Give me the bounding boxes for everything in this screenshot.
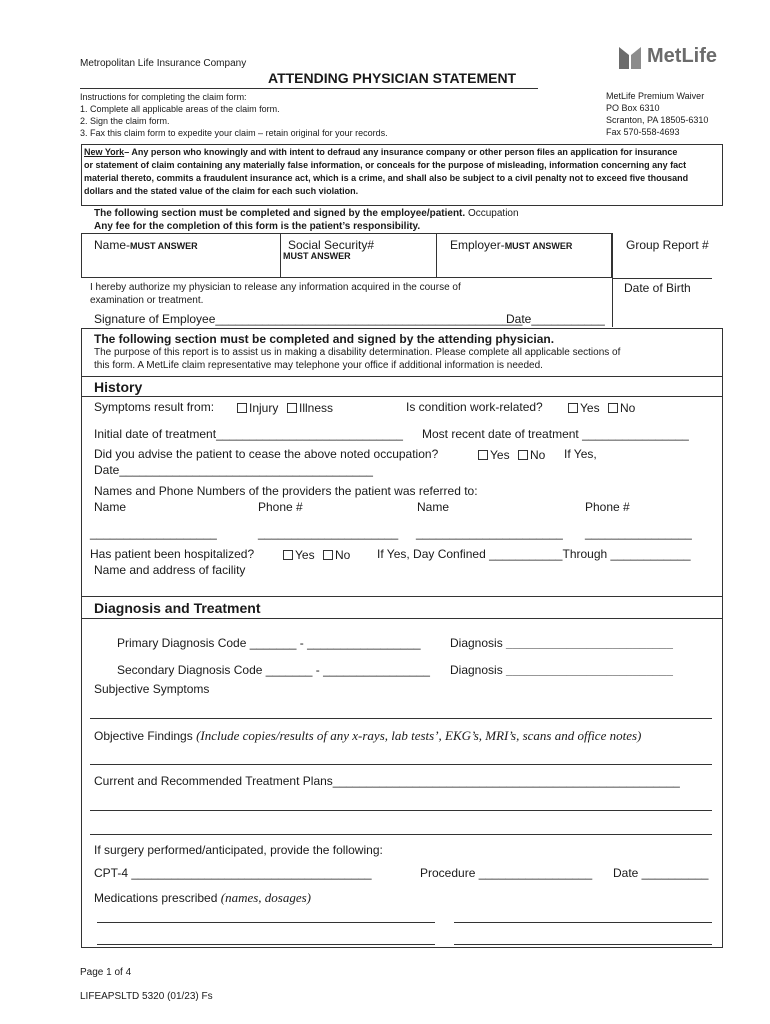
- treatment-plans-line[interactable]: [90, 834, 712, 835]
- instruction-item: 2. Sign the claim form.: [80, 116, 170, 126]
- surgery-date-field[interactable]: Date __________: [613, 866, 709, 880]
- fee-note: Any fee for the completion of this form is the patient’s responsibility.: [94, 221, 421, 232]
- address-line: Fax 570-558-4693: [606, 127, 680, 137]
- address-line: Scranton, PA 18505-6310: [606, 115, 709, 125]
- cease-occupation-question: Did you advise the patient to cease the above noted occupation?: [94, 447, 439, 461]
- secondary-diagnosis-field[interactable]: Diagnosis _________________________: [450, 663, 673, 677]
- address-line: MetLife Premium Waiver: [606, 91, 705, 101]
- diagnosis-title: Diagnosis and Treatment: [94, 600, 261, 616]
- authorize-text: I hereby authorize my physician to release any information acquired in the course of: [90, 282, 461, 293]
- referred-providers-label: Names and Phone Numbers of the providers the patient was referred to:: [94, 484, 478, 498]
- objective-findings-line[interactable]: [90, 764, 712, 765]
- symptoms-label: Symptoms result from:: [94, 400, 215, 414]
- fraud-notice-line: or statement of claim containing any materially false information, or conceals for the purpose of misleading, information concerning any fact: [84, 160, 687, 170]
- medications-line[interactable]: [454, 922, 712, 923]
- hospitalized-question: Has patient been hospitalized?: [90, 547, 255, 561]
- fraud-notice-line: material thereto, commits a fraudulent insurance act, which is a crime, and shall also be subject to a civil penalty not to exceed five thousand: [84, 173, 689, 183]
- ssn-required: MUST ANSWER: [283, 251, 351, 261]
- recent-treatment-date-field[interactable]: Most recent date of treatment ________________: [422, 427, 689, 441]
- fraud-notice-line: dollars and the stated value of the claim for each such violation.: [84, 186, 359, 196]
- address-line: PO Box 6310: [606, 103, 660, 113]
- cease-if-yes-label: If Yes,: [564, 447, 597, 461]
- purpose-text: The purpose of this report is to assist us in making a disability determination. Please complete all applicable sections of: [94, 347, 621, 358]
- surgery-label: If surgery performed/anticipated, provide the following:: [94, 843, 383, 857]
- form-title: ATTENDING PHYSICIAN STATEMENT: [268, 70, 517, 86]
- work-related-yes-checkbox[interactable]: Yes: [568, 401, 600, 415]
- provider-phone-input[interactable]: _____________________: [258, 526, 399, 540]
- hospitalized-yes-checkbox[interactable]: Yes: [283, 548, 315, 562]
- initial-treatment-date-field[interactable]: Initial date of treatment____________________________: [94, 427, 403, 441]
- work-related-label: Is condition work-related?: [406, 400, 543, 414]
- primary-diagnosis-code-field[interactable]: Primary Diagnosis Code _______ - _________________: [117, 636, 421, 650]
- hospitalized-no-checkbox[interactable]: No: [323, 548, 350, 562]
- instruction-item: 3. Fax this claim form to expedite your claim – retain original for your records.: [80, 128, 388, 138]
- metlife-logo-icon: [617, 44, 643, 70]
- purpose-text: this form. A MetLife claim representative may telephone your office if additional information is needed.: [94, 360, 543, 371]
- illness-checkbox[interactable]: Illness: [287, 401, 333, 415]
- subjective-symptoms-line[interactable]: [90, 718, 712, 719]
- instructions-title: Instructions for completing the claim form:: [80, 92, 247, 102]
- cease-yes-checkbox[interactable]: Yes: [478, 448, 510, 462]
- secondary-diagnosis-code-field[interactable]: Secondary Diagnosis Code _______ - ________________: [117, 663, 430, 677]
- employee-section-heading: The following section must be completed and signed by the employee/patient. Occupation: [94, 208, 519, 219]
- provider-name-header: Name: [417, 500, 450, 514]
- group-report-field[interactable]: Group Report #: [626, 238, 709, 252]
- ssn-field[interactable]: Social Security#: [288, 238, 375, 252]
- medications-label: Medications prescribed (names, dosages): [94, 890, 312, 905]
- procedure-field[interactable]: Procedure _________________: [420, 866, 593, 880]
- authorize-text: examination or treatment.: [90, 295, 204, 306]
- metlife-logo: [617, 44, 727, 70]
- cease-no-checkbox[interactable]: No: [518, 448, 545, 462]
- subjective-symptoms-label: Subjective Symptoms: [94, 682, 210, 696]
- date-of-birth-field[interactable]: Date of Birth: [624, 281, 691, 295]
- fraud-notice-line: New York– Any person who knowingly and with intent to defraud any insurance company or other person files an application for insurance: [84, 147, 678, 157]
- cease-date-field[interactable]: Date______________________________________: [94, 463, 373, 477]
- company-name: Metropolitan Life Insurance Company: [80, 58, 247, 69]
- provider-phone-input[interactable]: ________________: [585, 526, 692, 540]
- objective-findings-label: Objective Findings (Include copies/results of any x-rays, lab tests’, EKG’s, MRI’s, scans and office notes): [94, 728, 642, 743]
- day-confined-field[interactable]: If Yes, Day Confined ___________Through ____________: [377, 547, 691, 561]
- provider-name-input[interactable]: ______________________: [416, 526, 563, 540]
- history-title: History: [94, 379, 143, 395]
- provider-name-input[interactable]: ___________________: [90, 526, 217, 540]
- page-number: Page 1 of 4: [80, 967, 132, 978]
- primary-diagnosis-field[interactable]: Diagnosis _________________________: [450, 636, 673, 650]
- employee-signature-date-field[interactable]: Date___________: [506, 312, 605, 326]
- medications-line[interactable]: [454, 944, 712, 945]
- medications-line[interactable]: [97, 944, 435, 945]
- provider-phone-header: Phone #: [258, 500, 303, 514]
- form-code: LIFEAPSLTD 5320 (01/23) Fs: [80, 991, 213, 1002]
- name-field[interactable]: Name-MUST ANSWER: [94, 238, 198, 252]
- treatment-plans-line[interactable]: [90, 810, 712, 811]
- provider-name-header: Name: [94, 500, 127, 514]
- instruction-item: 1. Complete all applicable areas of the claim form.: [80, 104, 280, 114]
- cpt-code-field[interactable]: CPT-4 ____________________________________: [94, 866, 372, 880]
- physician-section-heading: The following section must be completed and signed by the attending physician.: [94, 332, 555, 346]
- treatment-plans-field[interactable]: Current and Recommended Treatment Plans____________________________________________________: [94, 774, 680, 788]
- facility-field[interactable]: Name and address of facility: [94, 563, 246, 577]
- employee-signature-field[interactable]: Signature of Employee______________________________________________: [94, 312, 523, 326]
- provider-phone-header: Phone #: [585, 500, 630, 514]
- injury-checkbox[interactable]: Injury: [237, 401, 278, 415]
- employer-field[interactable]: Employer-MUST ANSWER: [450, 238, 573, 252]
- work-related-no-checkbox[interactable]: No: [608, 401, 635, 415]
- metlife-wordmark: MetLife: [647, 45, 717, 67]
- medications-line[interactable]: [97, 922, 435, 923]
